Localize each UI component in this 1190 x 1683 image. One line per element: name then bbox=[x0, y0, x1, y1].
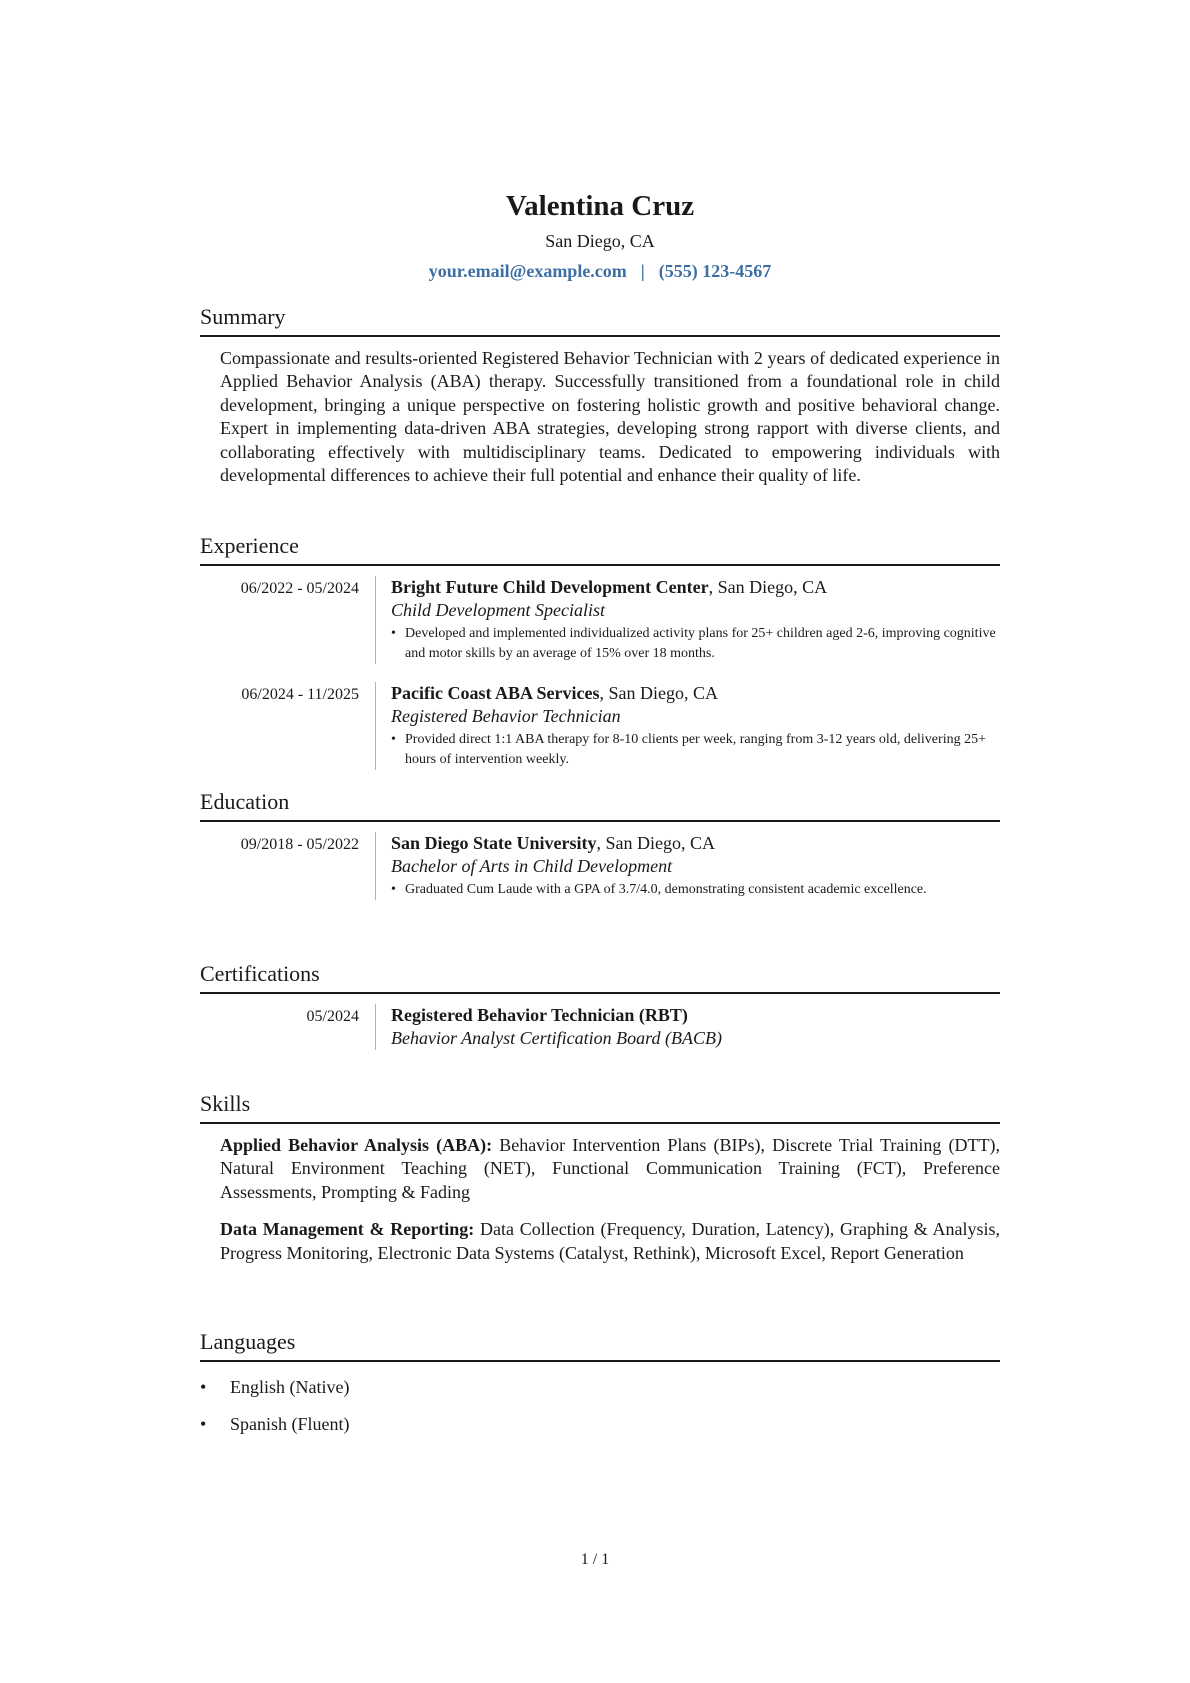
certification-name: Registered Behavior Technician (RBT) bbox=[391, 1005, 688, 1025]
entry-detail bbox=[375, 682, 1000, 770]
entry-bullet: • Provided direct 1:1 ABA therapy for 8-10 clients per week, ranging from 3-12 years old, delivering 25+ hours of intervention weekly. bbox=[391, 730, 1000, 770]
resume-header bbox=[200, 188, 1000, 284]
entry-date: 06/2022 - 05/2024 bbox=[240, 580, 359, 597]
skill-group bbox=[200, 1134, 1000, 1204]
email-link[interactable]: your.email@example.com bbox=[428, 261, 627, 281]
section-title: Certifications bbox=[200, 960, 1000, 994]
languages-section bbox=[200, 1328, 1000, 1436]
entry-role: Registered Behavior Technician bbox=[391, 706, 621, 726]
skill-list: Data Collection (Frequency, Duration, Latency), Graphing & Analysis, Progress Monitoring, Electronic Data Systems (Catalyst, Rethink), Microsoft Excel, Report Generation bbox=[220, 1219, 1001, 1263]
entry-organization: San Diego State University bbox=[391, 833, 597, 853]
candidate-name: Valentina Cruz bbox=[505, 190, 695, 222]
experience-entry bbox=[200, 682, 1000, 770]
education-section bbox=[200, 788, 1000, 900]
entry-bullet: • Developed and implemented individualized activity plans for 25+ children aged 2-6, improving cognitive and motor skills by an average of 15% over 18 months. bbox=[391, 624, 1000, 664]
entry-organization: Bright Future Child Development Center bbox=[391, 577, 709, 597]
entry-date: 09/2018 - 05/2022 bbox=[240, 836, 359, 853]
entry-org-line bbox=[391, 682, 1000, 705]
entry-detail bbox=[375, 1004, 1000, 1050]
entry-location: , San Diego, CA bbox=[596, 833, 715, 853]
entry-detail bbox=[375, 832, 1000, 900]
certification-entry bbox=[200, 1004, 1000, 1050]
skills-section bbox=[200, 1090, 1000, 1265]
entry-detail bbox=[375, 576, 1000, 664]
experience-entry bbox=[200, 576, 1000, 664]
entry-location: , San Diego, CA bbox=[599, 683, 718, 703]
entry-date: 06/2024 - 11/2025 bbox=[241, 686, 359, 703]
skill-group bbox=[200, 1218, 1000, 1265]
entry-org-line bbox=[391, 1004, 1000, 1027]
summary-section bbox=[200, 303, 1000, 487]
page-number: 1 / 1 bbox=[580, 1551, 610, 1568]
summary-text: Compassionate and results-oriented Registered Behavior Technician with 2 years of dedicated experience in Applied Behavior Analysis (ABA) therapy. Successfully transitioned from a foundational role in child development, bringing a unique perspective on fostering holistic growth and positive behavioral change. Expert in implementing data-driven ABA strategies, developing strong rapport with diverse clients, and collaborating effectively with multidisciplinary teams. Dedicated to empowering individuals with developmental differences to achieve their full potential and enhance their quality of life. bbox=[220, 348, 1000, 486]
section-title: Languages bbox=[200, 1328, 1000, 1362]
education-entry bbox=[200, 832, 1000, 900]
contact-separator: | bbox=[640, 261, 645, 281]
language-item: • Spanish (Fluent) bbox=[200, 1413, 1000, 1436]
entry-location: , San Diego, CA bbox=[708, 577, 828, 597]
entry-role: Bachelor of Arts in Child Development bbox=[391, 856, 673, 876]
contact-line bbox=[200, 258, 1000, 284]
section-title: Summary bbox=[200, 303, 1000, 337]
skill-list: Behavior Intervention Plans (BIPs), Discrete Trial Training (DTT), Natural Environment Teaching (NET), Functional Communication Training (FCT), Preference Assessments, Prompting & Fading bbox=[220, 1135, 1000, 1202]
entry-bullet: • Graduated Cum Laude with a GPA of 3.7/4.0, demonstrating consistent academic excellence. bbox=[391, 880, 1000, 900]
certification-issuer: Behavior Analyst Certification Board (BACB) bbox=[391, 1028, 722, 1048]
phone-link[interactable]: (555) 123-4567 bbox=[658, 261, 772, 281]
section-title: Skills bbox=[200, 1090, 1000, 1124]
candidate-location: San Diego, CA bbox=[545, 231, 655, 251]
skill-category: Data Management & Reporting: bbox=[220, 1219, 475, 1240]
certifications-section bbox=[200, 960, 1000, 1050]
entry-organization: Pacific Coast ABA Services bbox=[391, 683, 600, 703]
section-title: Experience bbox=[200, 532, 1000, 566]
entry-role: Child Development Specialist bbox=[391, 600, 605, 620]
section-title: Education bbox=[200, 788, 1000, 822]
entry-org-line bbox=[391, 576, 1000, 599]
experience-section bbox=[200, 532, 1000, 770]
entry-date: 05/2024 bbox=[306, 1008, 359, 1025]
skill-category: Applied Behavior Analysis (ABA): bbox=[220, 1135, 493, 1155]
language-item: • English (Native) bbox=[200, 1376, 1000, 1399]
entry-org-line bbox=[391, 832, 1000, 855]
